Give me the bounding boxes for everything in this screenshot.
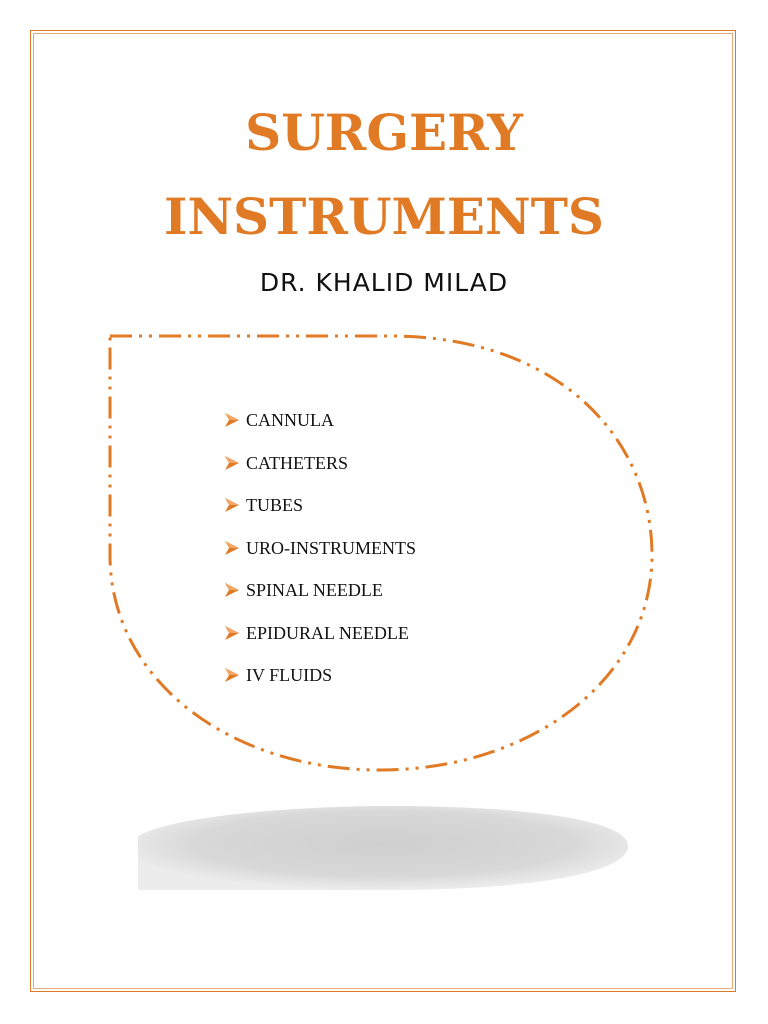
arrow-right-icon — [224, 454, 240, 472]
list-item-label: IV FLUIDS — [246, 665, 333, 685]
list-item-label: EPIDURAL NEEDLE — [246, 622, 409, 643]
arrow-right-icon — [224, 581, 240, 599]
list-item — [224, 665, 416, 708]
list-item — [224, 453, 416, 496]
instrument-list — [224, 410, 416, 708]
author-name: DR. KHALID MILAD — [259, 268, 509, 297]
title-line-2: INSTRUMENTS — [163, 187, 605, 246]
arrow-right-icon — [224, 666, 240, 684]
arrow-right-icon — [224, 624, 240, 642]
arrow-right-icon — [224, 496, 240, 514]
list-item — [224, 580, 416, 623]
title-line-1: SURGERY — [245, 103, 523, 162]
arrow-right-icon — [224, 411, 240, 429]
drop-shadow-ellipse — [138, 806, 628, 890]
list-item — [224, 623, 416, 666]
list-item — [224, 410, 416, 453]
list-item-label: URO-INSTRUMENTS — [246, 537, 417, 558]
list-item-label: TUBES — [246, 495, 304, 515]
list-item — [224, 495, 416, 538]
list-item-label: SPINAL NEEDLE — [246, 580, 383, 600]
list-item — [224, 538, 416, 581]
list-item-label: CANNULA — [246, 410, 334, 430]
arrow-right-icon — [224, 539, 240, 557]
list-item-label: CATHETERS — [246, 452, 349, 473]
